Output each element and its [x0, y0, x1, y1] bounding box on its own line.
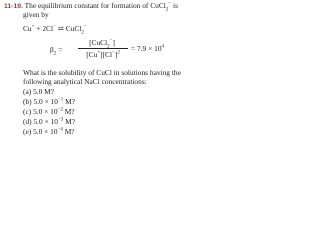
- reaction-equation: Cu+ + 2Cl− ⇌ CuCl$_2$−: [23, 24, 87, 36]
- fraction-bar: [78, 48, 128, 49]
- option-a: (a) 5.0 M?: [23, 87, 55, 96]
- beta-denominator: $[Cu^+][Cl^-]^2$: [86, 50, 120, 59]
- beta-symbol: $\beta_2$ =: [50, 45, 63, 57]
- equilibrium-arrow-icon: ⇌: [57, 24, 64, 33]
- problem-statement-line-1: 11-19. The equilibrium constant for formation of CuCl$_2$− is: [4, 1, 178, 13]
- option-d: (d) $5.0 \times 10^{-3}$ M?: [23, 117, 76, 126]
- option-e: (e) $5.0 \times 10^{-4}$ M?: [23, 127, 75, 136]
- question-line-2: following analytical NaCl concentrations:: [23, 77, 147, 86]
- option-c: (c) $5.0 \times 10^{-2}$ M?: [23, 107, 75, 116]
- textbook-problem: [0, 0, 200, 143]
- beta-numerator: [CuCl$_2$−]: [89, 38, 115, 50]
- question-line-1: What is the solubility of CuCl in solutions having the: [23, 68, 181, 77]
- problem-text: The equilibrium constant for formation of CuCl: [24, 1, 166, 10]
- option-b: (b) $5.0 \times 10^{-1}$ M?: [23, 97, 76, 106]
- problem-statement-line-2: given by: [23, 10, 49, 19]
- beta-value: = $7.9 \times 10^4$: [131, 44, 165, 53]
- problem-number: 11-19.: [4, 3, 23, 10]
